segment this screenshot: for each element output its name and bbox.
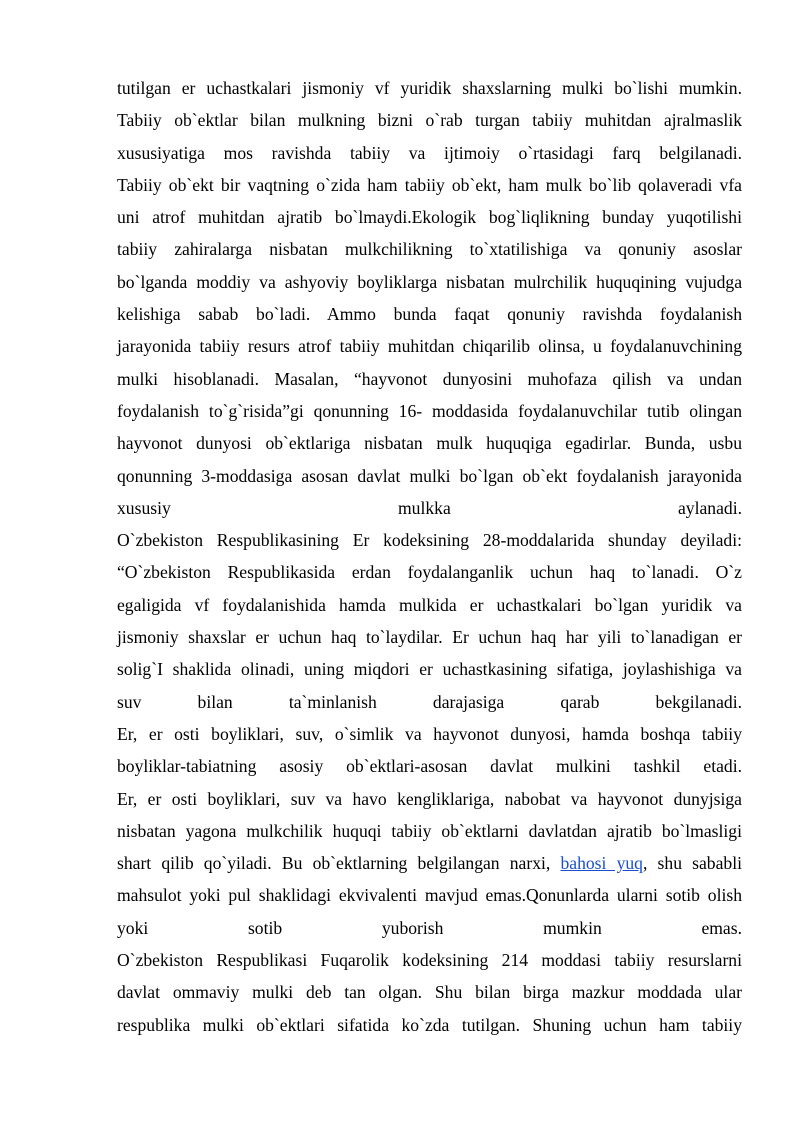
text-line: “O`zbekiston Respublikasida erdan foydalanganlik uchun haq to`lanadi. O`z (117, 562, 742, 583)
text-line: jismoniy shaxslar er uchun haq to`laydilar. Er uchun haq har yili to`lanadigan er (117, 627, 742, 648)
hyperlink[interactable]: bahosi yuq (560, 853, 643, 874)
text-line: yoki sotib yuborish mumkin emas. (117, 917, 742, 938)
text-line: qonunning 3-moddasiga asosan davlat mulki bo`lgan ob`ekt foydalanish jarayonida (117, 465, 742, 486)
text-line: mulki hisoblanadi. Masalan, “hayvonot dunyosini muhofaza qilish va undan (117, 368, 742, 389)
text-line: egaligida vf foydalanishida hamda mulkida er uchastkalari bo`lgan yuridik va (117, 594, 742, 615)
text-line: jarayonida tabiiy resurs atrof tabiiy muhitdan chiqarilib olinsa, u foydalanuvchining (117, 336, 742, 357)
text-line: Er, er osti boyliklari, suv va havo kengliklariga, nabobat va hayvonot dunyjsiga (117, 788, 742, 809)
text-line: suv bilan ta`minlanish darajasiga qarab bekgilanadi. (117, 691, 742, 712)
text-line: davlat ommaviy mulki deb tan olgan. Shu bilan birga mazkur moddada ular (117, 982, 742, 1003)
text-line: Tabiiy ob`ekt bir vaqtning o`zida ham tabiiy ob`ekt, ham mulk bo`lib qolaveradi vfa (117, 174, 742, 195)
text-line: hayvonot dunyosi ob`ektlariga nisbatan mulk huquqiga egadirlar. Bunda, usbu (117, 433, 742, 454)
text-line: respublika mulki ob`ektlari sifatida ko`zda tutilgan. Shuning uchun ham tabiiy (117, 1014, 742, 1035)
text-line: tabiiy zahiralarga nisbatan mulkchilikning to`xtatilishiga va qonuniy asoslar (117, 239, 742, 260)
text-line: Er, er osti boyliklari, suv, o`simlik va hayvonot dunyosi, hamda boshqa tabiiy (117, 723, 742, 744)
text-line: boyliklar-tabiatning asosiy ob`ektlari-asosan davlat mulkini tashkil etadi. (117, 756, 742, 777)
text-line: uni atrof muhitdan ajratib bo`lmaydi.Ekologik bog`liqlikning bunday yuqotilishi (117, 207, 742, 228)
text-line: O`zbekiston Respublikasining Er kodeksining 28-moddalarida shunday deyiladi: (117, 530, 742, 551)
text-line (117, 847, 742, 879)
text-line: nisbatan yagona mulkchilik huquqi tabiiy ob`ektlarni davlatdan ajratib bo`lmasligi (117, 820, 742, 841)
text-line: bo`lganda moddiy va ashyoviy boyliklarga nisbatan mulrchilik huquqining vujudga (117, 271, 742, 292)
text-line: xususiyatiga mos ravishda tabiiy va ijtimoiy o`rtasidagi farq belgilanadi. (117, 142, 742, 163)
text-line: tutilgan er uchastkalari jismoniy vf yuridik shaxslarning mulki bo`lishi mumkin. (117, 78, 742, 98)
text-line: O`zbekiston Respublikasi Fuqarolik kodeksining 214 moddasi tabiiy resurslarni (117, 950, 742, 971)
text-segment: shart qilib qo`yiladi. Bu ob`ektlarning belgilangan narxi, (117, 853, 561, 874)
body-text (117, 72, 742, 1041)
text-line: xususiy mulkka aylanadi. (117, 497, 742, 518)
text-segment: , shu sababli (642, 853, 742, 874)
text-line: kelishiga sabab bo`ladi. Ammo bunda faqat qonuniy ravishda foydalanish (117, 304, 742, 325)
text-line: mahsulot yoki pul shaklidagi ekvivalenti mavjud emas.Qonunlarda ularni sotib olish (117, 885, 742, 906)
text-line: Tabiiy ob`ektlar bilan mulkning bizni o`rab turgan tabiiy muhitdan ajralmaslik (117, 110, 742, 131)
text-line: foydalanish to`g`risida”gi qonunning 16- moddasida foydalanuvchilar tutib olingan (117, 400, 742, 421)
text-line: solig`I shaklida olinadi, uning miqdori er uchastkasining sifatiga, joylashishiga va (117, 659, 742, 680)
